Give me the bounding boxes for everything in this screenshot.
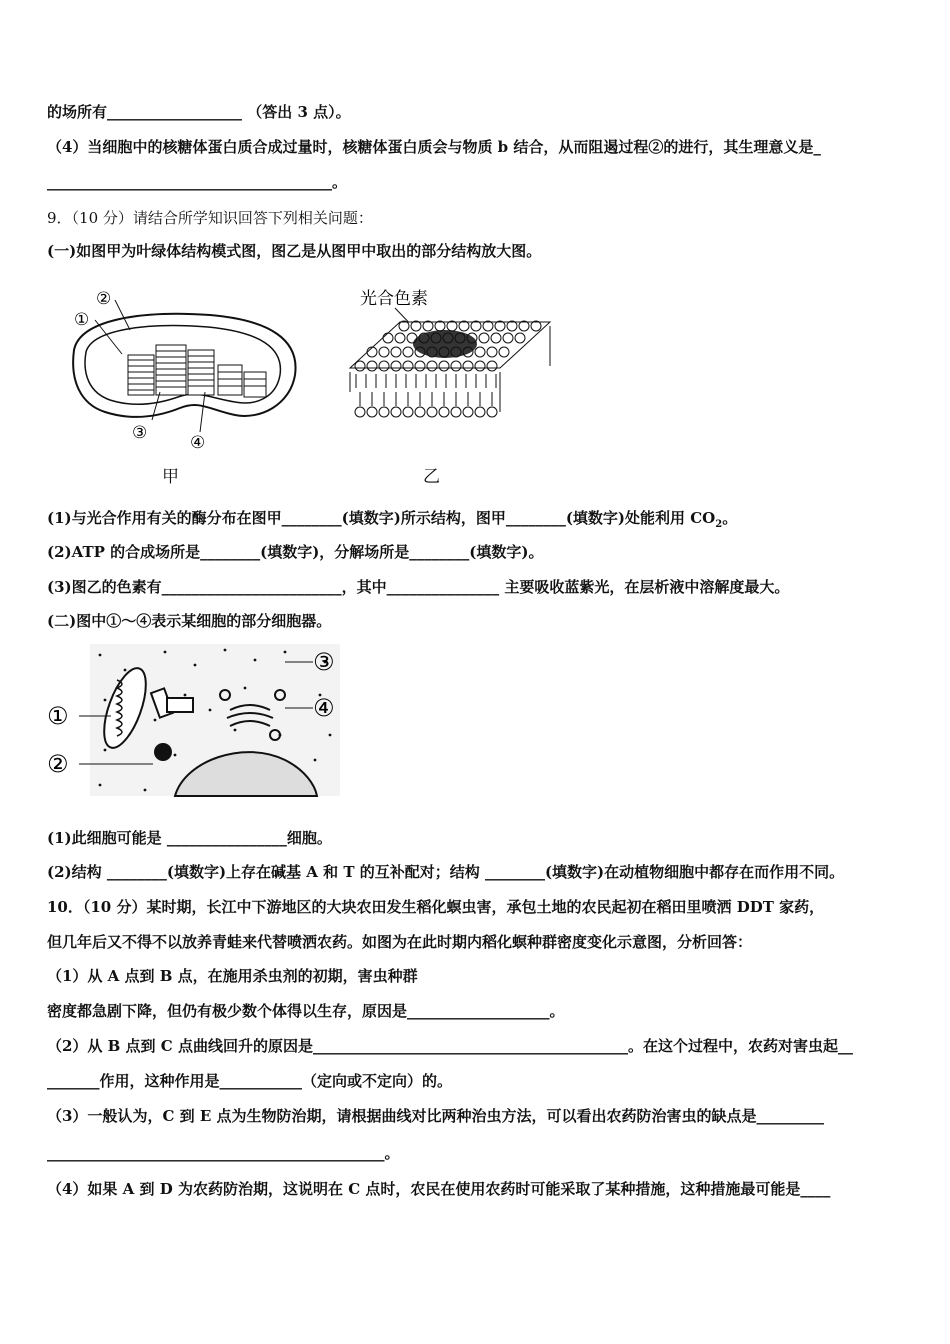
text-line-1: 的场所有__________________ （答出 3 点）。 (47, 103, 351, 121)
text-line-3: ______________________________________。 (47, 173, 348, 191)
label-1: ① (74, 310, 90, 330)
question-10-3b: _____________________________________________。 (47, 1144, 400, 1162)
label-3: ③ (132, 423, 148, 443)
question-10-2b: _______作用，这种作用是___________（定向或不定向）的。 (47, 1072, 453, 1090)
label-1: ① (47, 702, 69, 730)
question-9-title: 9．（10 分）请结合所学知识回答下列相关问题： (47, 209, 373, 227)
question-10-1b: 密度都急剧下降，但仍有极少数个体得以生存，原因是___________________。 (47, 1002, 565, 1020)
question-9-1: (1)与光合作用有关的酶分布在图甲________(填数字)所示结构，图甲________(填数字)处能利用 $CO_2$。 (47, 509, 738, 530)
label-2: ② (96, 289, 112, 309)
text-line-5: (一)如图甲为叶绿体结构模式图，图乙是从图甲中取出的部分结构放大图。 (47, 242, 542, 260)
label-3: ③ (313, 648, 335, 676)
question-10-3a: （3）一般认为，C 到 E 点为生物防治期，请根据曲线对比两种治虫方法，可以看出农药防治害虫的缺点是_________ (47, 1107, 824, 1125)
label-4: ④ (313, 694, 335, 722)
label-4: ④ (190, 433, 206, 453)
chloroplast-figure (60, 280, 560, 480)
question-10-title: 10．（10 分）某时期，长江中下游地区的大块农田发生稻化螟虫害，承包土地的农民起初在稻田里喷洒 DDT 家药， (47, 898, 825, 916)
question-10-4: （4）如果 A 到 D 为农药防治期，这说明在 C 点时，农民在使用农药时可能采取了某种措施，这种措施最可能是____ (47, 1180, 831, 1198)
pigment-label: 光合色素 (360, 289, 428, 309)
caption-jia: 甲 (162, 467, 179, 487)
question-10-1a: （1）从 A 点到 B 点，在施用杀虫剂的初期，害虫种群 (47, 967, 418, 985)
chloroplast-diagram (60, 280, 560, 480)
organelle-diagram (45, 640, 345, 802)
section-two-title: (二)图中①～④表示某细胞的部分细胞器。 (47, 612, 332, 630)
question-9-ii-2: (2)结构 ________(填数字)上存在碱基 A 和 T 的互补配对；结构 ________(填数字)在动植物细胞中都存在而作用不同。 (47, 863, 845, 881)
text-line-2: （4）当细胞中的核糖体蛋白质合成过量时，核糖体蛋白质会与物质 b 结合，从而阻遏过程②的进行，其生理意义是_ (47, 138, 821, 156)
organelle-figure (45, 640, 345, 802)
question-9-3: (3)图乙的色素有________________________，其中_______________ 主要吸收蓝紫光，在层析液中溶解度最大。 (47, 578, 790, 596)
question-10-2a: （2）从 B 点到 C 点曲线回升的原因是__________________________________________。在这个过程中，农药对害虫起__ (47, 1037, 853, 1055)
label-2: ② (47, 750, 69, 778)
question-10-intro: 但几年后又不得不以放养青蛙来代替喷洒农药。如图为在此时期内稻化螟种群密度变化示意图，分析回答： (47, 933, 753, 951)
question-9-ii-1: (1)此细胞可能是 ________________细胞。 (47, 829, 332, 847)
question-9-2: (2)ATP 的合成场所是________(填数字)，分解场所是________(填数字)。 (47, 543, 544, 561)
caption-yi: 乙 (423, 467, 440, 487)
